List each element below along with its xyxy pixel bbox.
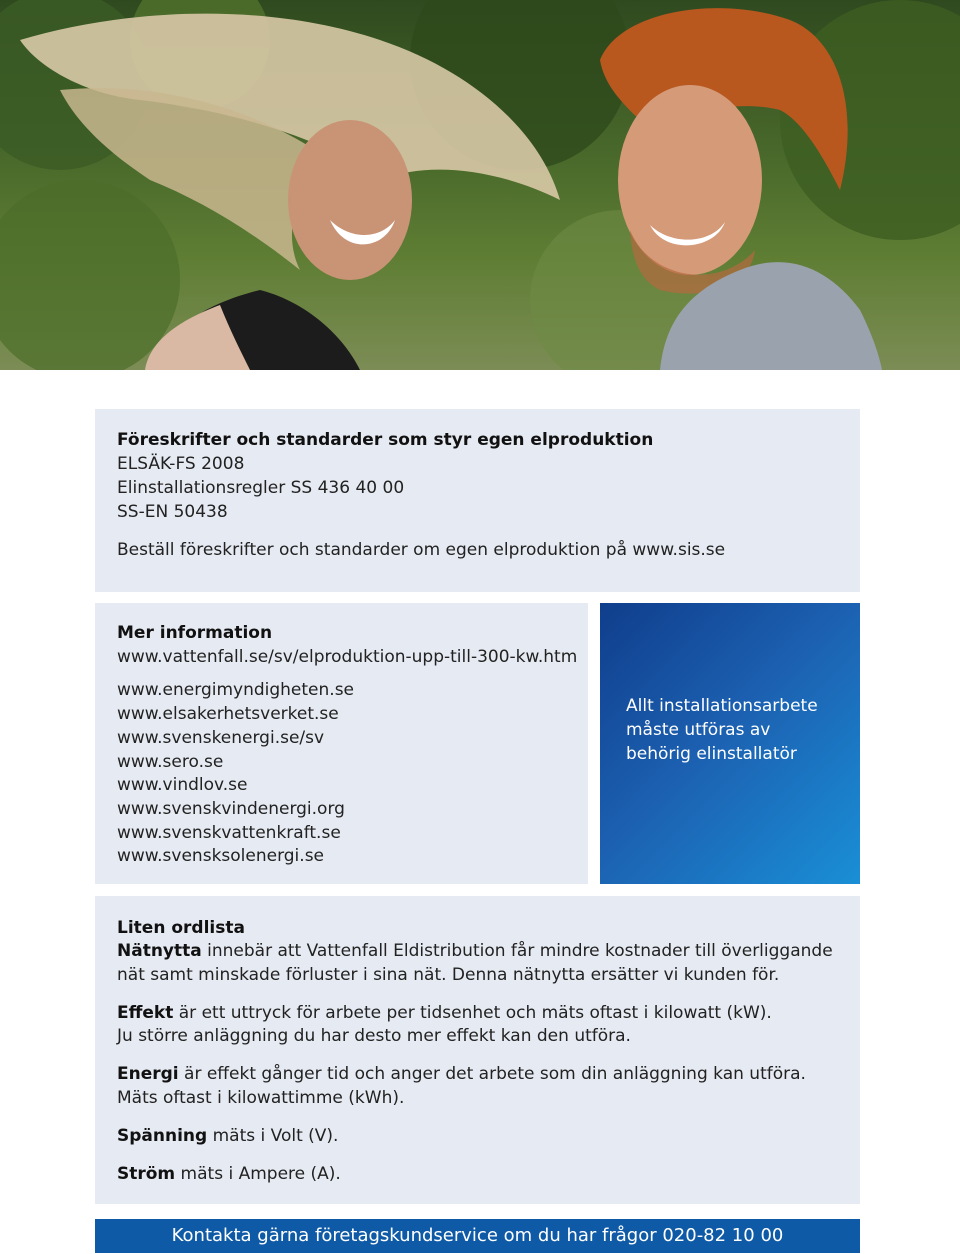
glossary-text: är effekt gånger tid och anger det arbete som din anläggning kan utföra.	[178, 1064, 806, 1084]
standards-item: ELSÄK-FS 2008	[117, 454, 245, 474]
glossary-entry	[117, 1125, 838, 1149]
more-info-link[interactable]: www.svensksolenergi.se	[117, 846, 325, 867]
more-info-title: Mer information	[117, 623, 273, 643]
glossary-text-cont: nät samt minskade förluster i sina nät. Denna nätnytta ersätter vi kunden för.	[117, 964, 780, 985]
glossary-text: innebär att Vattenfall Eldistribution får mindre kostnader till överliggande	[201, 941, 833, 961]
glossary-term: Effekt	[117, 1002, 174, 1023]
promo-line: måste utföras av	[626, 720, 771, 740]
standards-order-text: Beställ föreskrifter och standarder om egen elproduktion på www.sis.se	[117, 540, 726, 560]
glossary-text: är ett uttryck för arbete per tidsenhet och mäts oftast i kilowatt (kW).	[173, 1002, 772, 1023]
more-info-link[interactable]: www.svenskvindenergi.org	[117, 798, 345, 819]
more-info-link[interactable]: www.svenskvattenkraft.se	[117, 822, 341, 843]
installer-promo-box	[600, 603, 860, 884]
glossary-text-cont: Ju större anläggning du har desto mer effekt kan den utföra.	[117, 1026, 631, 1046]
glossary-box	[95, 896, 860, 1204]
standards-box	[95, 409, 860, 592]
glossary-text: mäts i Volt (V).	[207, 1125, 339, 1146]
more-info-link[interactable]: www.sero.se	[117, 751, 224, 772]
glossary-term: Spänning	[117, 1125, 208, 1146]
glossary-entry	[117, 1002, 838, 1026]
glossary-title: Liten ordlista	[117, 918, 245, 938]
glossary-term: Ström	[117, 1163, 176, 1184]
more-info-box	[95, 603, 588, 884]
hero-photo	[0, 0, 960, 370]
glossary-entry	[117, 1163, 838, 1187]
more-info-link[interactable]: www.vindlov.se	[117, 775, 248, 796]
more-info-link[interactable]: www.svenskenergi.se/sv	[117, 727, 325, 748]
glossary-entry	[117, 940, 838, 964]
more-info-link[interactable]: www.energimyndigheten.se	[117, 680, 355, 701]
more-info-link[interactable]: www.elsakerhetsverket.se	[117, 704, 339, 725]
vattenfall-link[interactable]: www.vattenfall.se/sv/elproduktion-upp-till-300-kw.htm	[117, 646, 578, 667]
standards-title: Föreskrifter och standarder som styr egen elproduktion	[117, 430, 654, 450]
promo-line: Allt installationsarbete	[626, 696, 818, 716]
standards-item: SS-EN 50438	[117, 502, 228, 522]
glossary-term: Nätnytta	[117, 941, 202, 961]
glossary-term: Energi	[117, 1064, 179, 1084]
glossary-entry	[117, 1063, 838, 1087]
promo-line: behörig elinstallatör	[626, 744, 797, 764]
hero-photo-illustration	[0, 0, 960, 370]
standards-item: Elinstallationsregler SS 436 40 00	[117, 478, 405, 498]
glossary-text-cont: Mäts oftast i kilowattimme (kWh).	[117, 1087, 405, 1108]
glossary-text: mäts i Ampere (A).	[175, 1163, 341, 1184]
contact-footer-bar: Kontakta gärna företagskundservice om du har frågor 020-82 10 00	[95, 1219, 860, 1253]
